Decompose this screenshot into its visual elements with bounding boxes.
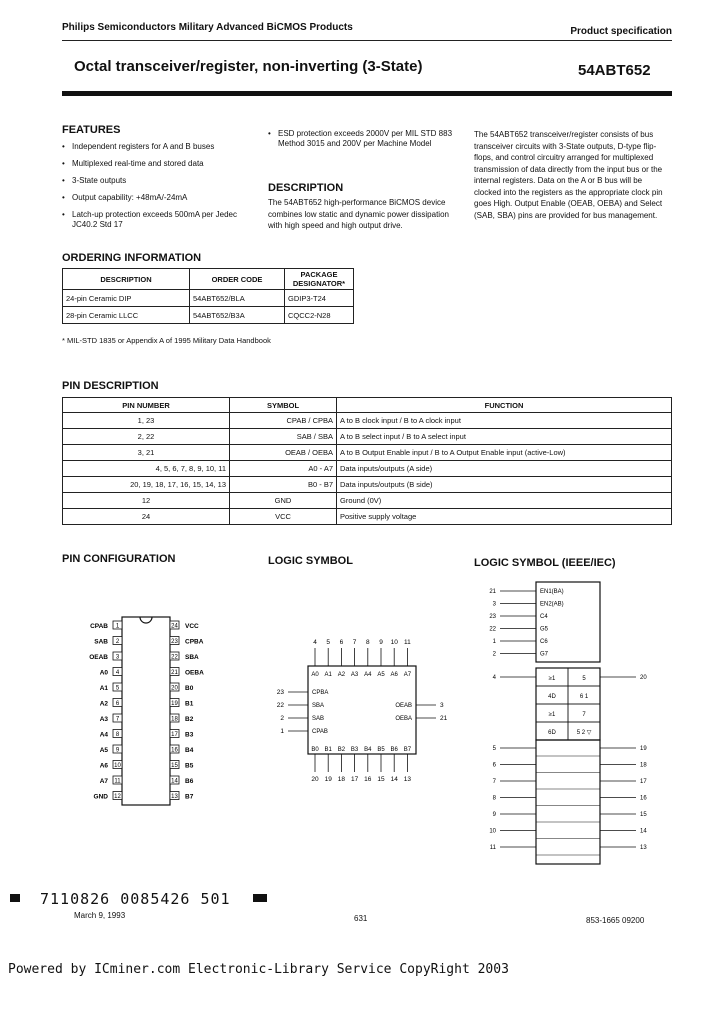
pin-number: 1 (115, 623, 120, 630)
table-row (63, 509, 672, 525)
cell-label: 6D (548, 730, 556, 736)
table-cell: Data inputs/outputs (A side) (337, 461, 672, 477)
pin-label: B0 (311, 747, 319, 753)
pin-number: 13 (640, 845, 647, 851)
pin-label: SAB (312, 716, 325, 722)
pin-number: 4 (115, 670, 120, 676)
barcode-line (40, 890, 231, 908)
features-list (62, 142, 254, 237)
pin-number: 4 (492, 675, 496, 681)
pin-label: B1 (324, 747, 332, 753)
pin-label: VCC (185, 623, 199, 630)
cell-label: ≥1 (548, 712, 556, 718)
pin-label: B4 (364, 747, 372, 753)
table-cell: GND (230, 493, 337, 509)
logic-symbol-heading: LOGIC SYMBOL (268, 555, 353, 567)
pin-number: 6 (339, 639, 344, 646)
barcode-block (10, 894, 20, 902)
table-cell: A to B select input / B to A select input (337, 429, 672, 445)
logic-body (308, 666, 416, 754)
pin-label: B7 (403, 747, 412, 753)
table-header-row (63, 269, 354, 290)
table-cell: SAB / SBA (230, 429, 337, 445)
pin-label: A5 (377, 672, 385, 678)
pin-number: 17 (350, 776, 359, 783)
pin-number: 19 (640, 746, 647, 752)
pin-label: B3 (185, 731, 194, 739)
pin-label: A1 (99, 685, 108, 692)
part-number: 54ABT652 (578, 62, 651, 79)
pin-number: 19 (171, 701, 178, 707)
control-label: C6 (540, 639, 548, 645)
pin-label: A7 (403, 672, 412, 678)
table-row (63, 413, 672, 429)
feature-item: • Output capability: +48mA/-24mA (62, 193, 254, 203)
description-para-1: The 54ABT652 high-performance BiCMOS device combines low static and dynamic power dissipation with high speed and high output drive. (268, 198, 449, 230)
pin-number: 2 (492, 651, 496, 658)
ordering-table (62, 268, 354, 324)
feature-item: • ESD protection exceeds 2000V per MIL STD 883 Method 3015 and 200V per Machine Model (268, 129, 456, 149)
table-cell: 2, 22 (63, 429, 230, 445)
pin-number: 22 (276, 702, 284, 709)
pin-number: 11 (489, 845, 496, 851)
table-cell: GDIP3-T24 (285, 290, 354, 307)
table-row (63, 307, 354, 324)
pin-number: 8 (115, 732, 120, 738)
page-number: 631 (354, 914, 368, 923)
pin-number: 14 (390, 776, 398, 783)
features-list-cont (268, 129, 456, 156)
barcode-text: 7110826 0085426 501 (40, 890, 231, 908)
feature-item: • Independent registers for A and B buses (62, 142, 254, 152)
pin-number: 10 (390, 639, 398, 646)
pin-number: 15 (640, 812, 647, 818)
pin-number: 12 (114, 794, 121, 800)
table-header-row (63, 398, 672, 413)
table-row (63, 445, 672, 461)
pin-number: 7 (492, 779, 496, 785)
pin-label: SBA (312, 703, 325, 709)
pin-label: A5 (99, 747, 108, 754)
title-rule (62, 91, 672, 96)
pin-number: 3 (492, 601, 496, 608)
control-label: G7 (540, 651, 549, 658)
table-cell: A to B clock input / B to A clock input (337, 413, 672, 429)
pin-description-table (62, 397, 672, 525)
pin-number: 16 (640, 795, 647, 802)
pin-number: 7 (352, 639, 357, 646)
pin-number: 20 (311, 776, 319, 783)
pin-label: A4 (364, 672, 372, 678)
pin-number: 10 (114, 763, 121, 769)
pin-label: A3 (350, 672, 359, 678)
cell-label: 5 (582, 676, 586, 682)
pin-number: 17 (171, 732, 178, 738)
pin-number: 18 (171, 716, 178, 723)
features-heading: FEATURES (62, 124, 121, 136)
pin-label: A1 (324, 672, 332, 678)
pin-label: OEBA (185, 669, 204, 677)
logic-symbol-diagram (268, 630, 458, 790)
column-header: SYMBOL (230, 398, 337, 413)
pin-number: 3 (440, 702, 444, 709)
pin-number: 1 (492, 639, 496, 645)
table-cell: CQCC2-N28 (285, 307, 354, 324)
pin-label: B0 (185, 685, 194, 692)
ieee-symbol-diagram (470, 578, 675, 868)
pin-number: 8 (365, 639, 370, 646)
pin-label: A2 (99, 700, 108, 708)
control-label: C4 (540, 614, 548, 620)
pin-number: 24 (171, 623, 178, 630)
table-cell: 54ABT652/BLA (190, 290, 285, 307)
pin-label: B7 (185, 793, 194, 801)
pin-number: 14 (640, 828, 647, 835)
table-cell: Data inputs/outputs (B side) (337, 477, 672, 493)
ordering-footnote: * MIL-STD 1835 or Appendix A of 1995 Military Data Handbook (62, 336, 271, 345)
pin-number: 5 (115, 685, 120, 692)
pin-number: 4 (313, 639, 317, 646)
pin-label: B3 (350, 747, 359, 753)
cell-label: 5 2 ▽ (576, 730, 592, 736)
pin-number: 20 (640, 675, 647, 681)
pin-number: 15 (377, 776, 385, 783)
barcode-block (253, 894, 267, 902)
table-cell: 3, 21 (63, 445, 230, 461)
pin-number: 11 (404, 639, 411, 646)
pin-label: CPBA (312, 690, 329, 696)
pin-number: 9 (115, 747, 120, 754)
pin-label: B2 (337, 747, 346, 753)
cell-label: 7 (582, 712, 586, 718)
pin-number: 6 (115, 701, 120, 707)
cell-label: 4D (548, 694, 556, 700)
cell-label: ≥1 (548, 676, 556, 682)
page-title: Octal transceiver/register, non-inverting (3-State) (74, 58, 423, 75)
pin-label: B1 (185, 700, 194, 708)
pin-label: A2 (337, 672, 346, 678)
pin-number: 5 (492, 746, 496, 752)
dip-notch (140, 617, 152, 623)
table-cell: B0 - B7 (230, 477, 337, 493)
pin-description-heading: PIN DESCRIPTION (62, 380, 159, 392)
pin-number: 23 (171, 639, 178, 645)
pin-label: A0 (311, 672, 319, 678)
company-line: Philips Semiconductors Military Advanced BiCMOS Products (62, 22, 353, 33)
pin-label: CPAB (90, 623, 108, 630)
pin-label: OEBA (395, 716, 412, 722)
column-header: PIN NUMBER (63, 398, 230, 413)
control-label: EN1(BA) (540, 589, 564, 595)
pin-number: 21 (440, 715, 448, 722)
column-header: PACKAGE DESIGNATOR* (285, 269, 354, 290)
description-para-2: The 54ABT652 transceiver/register consists of bus transceiver circuits with 3-State outputs, D-type flip-flops, and control circuitry arranged for multiplexed transmission of data directly from the input bus or the internal registers. Data on the A or B bus will be clocked into the registers as the appropriate clock pin goes High. Output Enable (OEAB, OEBA) and Select (SAB, SBA) pins are provided for bus management. (474, 130, 663, 220)
table-cell: A0 - A7 (230, 461, 337, 477)
table-row (63, 493, 672, 509)
pin-number: 21 (171, 670, 178, 676)
table-row (63, 461, 672, 477)
footer-date: March 9, 1993 (74, 911, 126, 920)
pin-label: B5 (377, 747, 385, 753)
pin-label: GND (93, 793, 108, 801)
table-cell: 4, 5, 6, 7, 8, 9, 10, 11 (63, 461, 230, 477)
table-cell: OEAB / OEBA (230, 445, 337, 461)
ieee-remaining-cells (536, 740, 600, 864)
pin-label: OEAB (89, 654, 108, 661)
table-cell: 54ABT652/B3A (190, 307, 285, 324)
table-cell: 12 (63, 493, 230, 509)
column-header: DESCRIPTION (63, 269, 190, 290)
control-label: EN2(AB) (540, 601, 564, 608)
pin-label: B4 (185, 747, 194, 754)
dip-body (122, 617, 170, 805)
pin-number: 13 (171, 794, 178, 800)
table-cell: 1, 23 (63, 413, 230, 429)
description-heading: DESCRIPTION (268, 182, 344, 194)
header-rule (62, 40, 672, 41)
pin-number: 22 (171, 654, 178, 661)
pin-label: CPAB (312, 729, 328, 735)
table-cell: 24 (63, 509, 230, 525)
table-cell: Positive supply voltage (337, 509, 672, 525)
pin-number: 7 (115, 716, 120, 723)
doc-code: 853-1665 09200 (586, 916, 645, 925)
table-row (63, 290, 354, 307)
table-cell: CPAB / CPBA (230, 413, 337, 429)
ieee-symbol-heading: LOGIC SYMBOL (IEEE/IEC) (474, 557, 616, 569)
pin-number: 15 (171, 763, 178, 769)
pin-configuration-heading: PIN CONFIGURATION (62, 553, 176, 565)
pin-number: 16 (364, 776, 372, 783)
pin-number: 5 (326, 639, 331, 646)
pin-label: B2 (185, 716, 194, 723)
pin-label: CPBA (185, 638, 204, 646)
pin-number: 13 (403, 776, 412, 783)
pin-number: 21 (489, 589, 496, 595)
pin-label: OEAB (395, 703, 412, 709)
powered-by: Powered by ICminer.com Electronic-Library Service CopyRight 2003 (8, 962, 509, 977)
pin-number: 16 (171, 747, 178, 754)
pin-number: 18 (337, 776, 346, 783)
pin-number: 23 (276, 689, 284, 696)
pin-number: 17 (640, 779, 647, 785)
pin-label: A6 (390, 672, 398, 678)
table-cell: VCC (230, 509, 337, 525)
pin-number: 2 (280, 715, 284, 722)
pin-label: A7 (99, 778, 108, 785)
feature-item: • Multiplexed real-time and stored data (62, 159, 254, 169)
column-header: FUNCTION (337, 398, 672, 413)
pin-number: 22 (489, 626, 496, 633)
pin-number: 8 (492, 795, 496, 802)
table-cell: Ground (0V) (337, 493, 672, 509)
control-label: G5 (540, 626, 549, 633)
doc-type: Product specification (570, 26, 672, 37)
pin-number: 9 (492, 812, 496, 818)
pin-number: 19 (324, 776, 332, 783)
ordering-heading: ORDERING INFORMATION (62, 252, 202, 264)
table-cell: 24-pin Ceramic DIP (63, 290, 190, 307)
pin-number: 11 (114, 778, 121, 785)
pin-label: B6 (185, 778, 194, 785)
cell-label: 6 1 (579, 694, 589, 700)
pin-number: 9 (379, 639, 383, 646)
feature-item: • Latch-up protection exceeds 500mA per Jedec JC40.2 Std 17 (62, 210, 254, 230)
pin-number: 10 (489, 828, 496, 835)
pin-label: B6 (390, 747, 398, 753)
pin-number: 3 (115, 654, 120, 661)
pin-number: 6 (492, 762, 496, 769)
pin-label: B5 (185, 762, 194, 770)
pin-number: 2 (115, 639, 120, 645)
pin-label: SBA (185, 654, 199, 661)
pin-configuration-diagram (62, 575, 232, 815)
pin-label: SAB (94, 638, 108, 646)
pin-label: A4 (99, 731, 108, 739)
pin-number: 20 (171, 685, 178, 692)
table-cell: 28-pin Ceramic LLCC (63, 307, 190, 324)
table-cell: 20, 19, 18, 17, 16, 15, 14, 13 (63, 477, 230, 493)
pin-number: 18 (640, 762, 647, 769)
table-cell: A to B Output Enable input / B to A Output Enable input (active-Low) (337, 445, 672, 461)
pin-label: A3 (99, 716, 108, 723)
pin-number: 1 (280, 728, 284, 735)
table-row (63, 477, 672, 493)
pin-number: 14 (171, 778, 178, 785)
column-header: ORDER CODE (190, 269, 285, 290)
pin-number: 23 (489, 614, 496, 620)
pin-label: A0 (99, 669, 108, 677)
table-row (63, 429, 672, 445)
pin-label: A6 (99, 762, 108, 770)
feature-item: • 3-State outputs (62, 176, 254, 186)
